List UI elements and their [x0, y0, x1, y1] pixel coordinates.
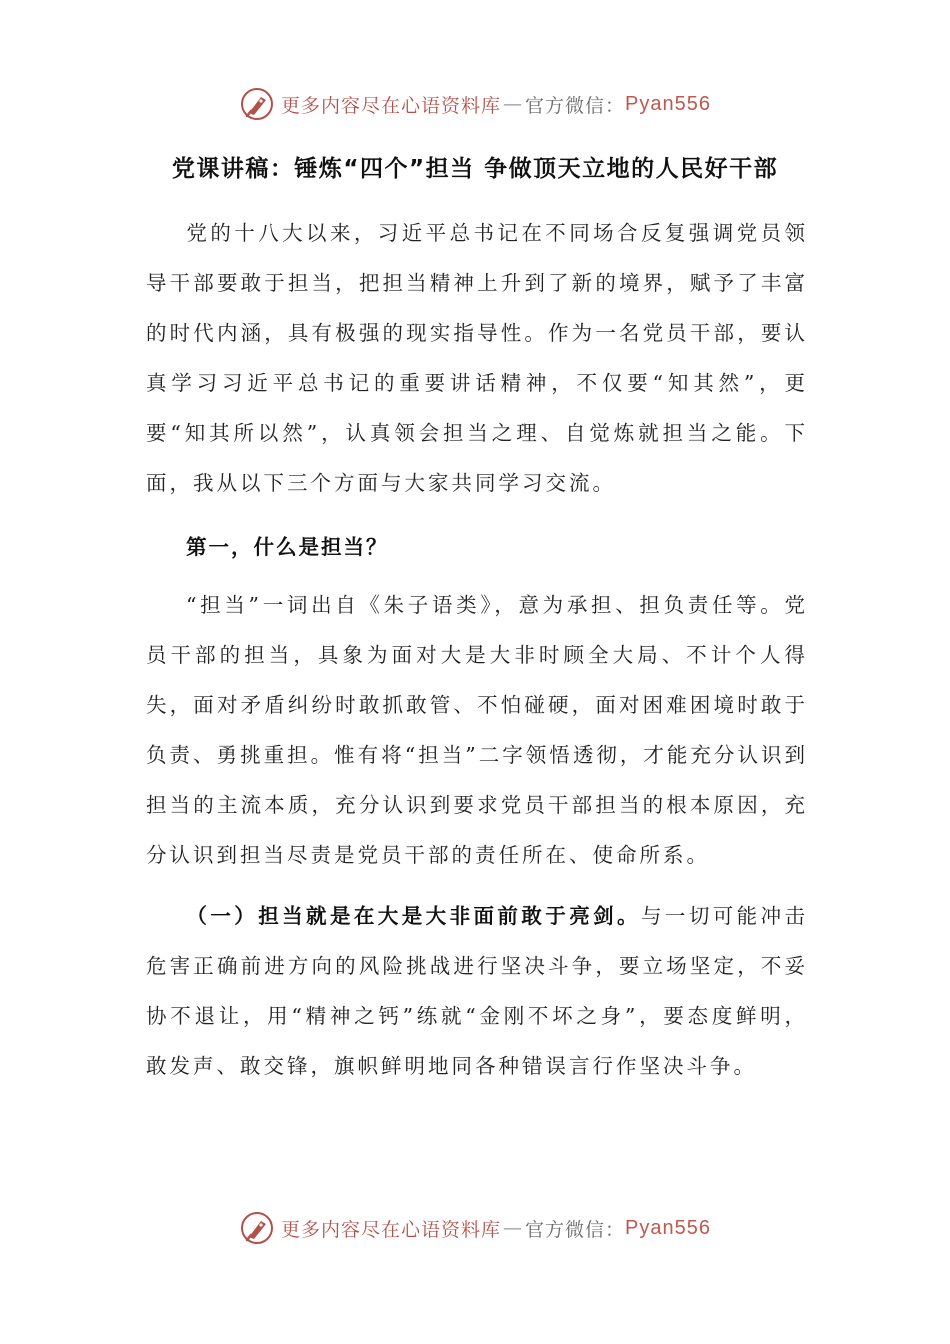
banner-separator: —	[503, 93, 524, 115]
footer-banner	[0, 1208, 950, 1248]
section1-text: “担当”一词出自《朱子语类》，意为承担、担负责任等。党员干部的担当，具象为面对大是大非时顾全大局、不计个人得失，面对矛盾纠纷时敢抓敢管、不怕碰硬，面对困难困境时敢于负责、勇挑重担。惟有将“担当”二字领悟透彻，才能充分认识到担当的主流本质，充分认识到要求党员干部担当的根本原因，充分认识到担当尽责是党员干部的责任所在、使命所系。	[146, 593, 808, 867]
point1-text: 与一切可能冲击危害正确前进方向的风险挑战进行坚决斗争，要立场坚定，不妥协不退让，用“精神之钙”练就“金刚不坏之身”，要态度鲜明，敢发声、敢交锋，旗帜鲜明地同各种错误言行作坚决斗争。	[146, 904, 809, 1078]
banner-wechat-label: 官方微信：	[525, 94, 626, 117]
document-title: 党课讲稿：锤炼“四个”担当 争做顶天立地的人民好干部	[171, 156, 779, 182]
pen-nib-logo-icon	[239, 86, 275, 122]
banner-separator: —	[503, 1217, 524, 1239]
point1-paragraph	[146, 891, 808, 1091]
banner-wechat-label: 官方微信：	[525, 1218, 626, 1241]
section1-paragraph	[146, 580, 808, 880]
banner-wechat-id: Pyan556	[625, 1216, 711, 1239]
section-heading-1: 第一，什么是担当？	[186, 535, 389, 559]
banner-brand-text: 更多内容尽在心语资料库	[281, 94, 502, 117]
intro-text: 党的十八大以来，习近平总书记在不同场合反复强调党员领导干部要敢于担当，把担当精神上升到了新的境界，赋予了丰富的时代内涵，具有极强的现实指导性。作为一名党员干部，要认真学习习近平总书记的重要讲话精神，不仅要“知其然”，更要“知其所以然”，认真领会担当之理、自觉炼就担当之能。下面，我从以下三个方面与大家共同学习交流。	[146, 221, 808, 495]
banner-brand-text: 更多内容尽在心语资料库	[281, 1218, 502, 1241]
point1-lead: （一）担当就是在大是大非面前敢于亮剑。	[186, 904, 641, 928]
intro-paragraph	[146, 208, 808, 508]
banner-wechat-id: Pyan556	[625, 92, 711, 115]
pen-nib-logo-icon	[239, 1210, 275, 1246]
header-banner	[0, 84, 950, 124]
